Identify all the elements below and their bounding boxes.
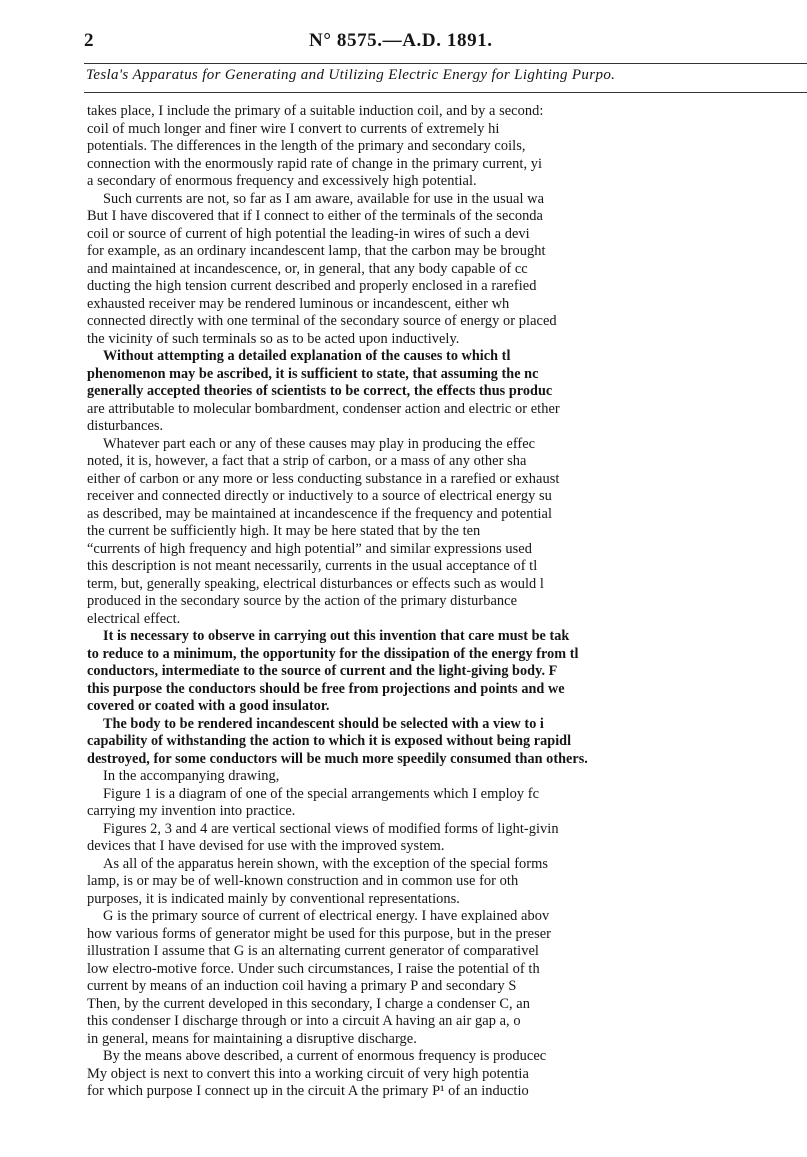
- text-line: as described, may be maintained at incandescence if the frequency and potential: [87, 505, 553, 522]
- text-line: Without attempting a detailed explanation of the causes to which tl: [103, 348, 511, 364]
- text-line: this description is not meant necessarily, currents in the usual acceptance of tl: [87, 558, 538, 574]
- text-line: disturbances.: [87, 418, 164, 434]
- text-line: for example, as an ordinary incandescent lamp, that the carbon may be brought: [87, 243, 546, 259]
- text-line: this purpose the conductors should be free from projections and points and we: [87, 680, 565, 697]
- header-rule-bottom: [84, 92, 807, 93]
- text-line: As all of the apparatus herein shown, with the exception of the special forms: [103, 855, 549, 872]
- text-line: Whatever part each or any of these causes may play in producing the effec: [103, 435, 536, 452]
- text-line: produced in the secondary source by the action of the primary disturbance: [87, 593, 518, 609]
- text-line: a secondary of enormous frequency and excessively high potential.: [87, 173, 477, 189]
- text-line: connection with the enormously rapid rate of change in the primary current, yi: [87, 155, 543, 172]
- text-line: phenomenon may be ascribed, it is sufficient to state, that assuming the nc: [87, 365, 539, 382]
- text-line: exhausted receiver may be rendered luminous or incandescent, either wh: [87, 295, 510, 312]
- text-line: for which purpose I connect up in the circuit A the primary P¹ of an inductio: [87, 1083, 529, 1099]
- text-line: how various forms of generator might be used for this purpose, but in the preser: [87, 925, 551, 942]
- text-line: are attributable to molecular bombardment, condenser action and electric or ether: [87, 400, 560, 417]
- text-line: Figure 1 is a diagram of one of the special arrangements which I employ fc: [103, 785, 540, 802]
- text-line: G is the primary source of current of electrical energy. I have explained abov: [103, 908, 550, 924]
- text-line: The body to be rendered incandescent should be selected with a view to i: [103, 715, 544, 732]
- text-line: coil of much longer and finer wire I convert to currents of extremely hi: [87, 120, 500, 137]
- text-line: illustration I assume that G is an alternating current generator of comparativel: [87, 943, 539, 959]
- text-line: either of carbon or any more or less conducting substance in a rarefied or exhaust: [87, 470, 560, 487]
- text-line: to reduce to a minimum, the opportunity for the dissipation of the energy from tl: [87, 645, 579, 662]
- text-line: capability of withstanding the action to which it is exposed without being rapidl: [87, 733, 572, 749]
- text-line: receiver and connected directly or inductively to a source of electrical energy su: [87, 488, 552, 504]
- text-line: purposes, it is indicated mainly by conventional representations.: [87, 890, 460, 907]
- header-rule-top: [84, 63, 807, 64]
- text-line: My object is next to convert this into a working circuit of very high potentia: [87, 1065, 529, 1082]
- page-number: 2: [84, 30, 94, 51]
- running-title: Tesla's Apparatus for Generating and Utilizing Electric Energy for Lighting Purpo.: [86, 67, 616, 83]
- text-line: devices that I have devised for use with the improved system.: [87, 838, 445, 854]
- text-line: electrical effect.: [87, 610, 181, 627]
- text-line: By the means above described, a current of enormous frequency is producec: [103, 1048, 547, 1064]
- text-line: conductors, intermediate to the source of current and the light-giving body. F: [87, 663, 558, 679]
- text-line: covered or coated with a good insulator.: [87, 698, 330, 714]
- text-line: destroyed, for some conductors will be much more speedily consumed than others.: [87, 750, 588, 767]
- text-line: potentials. The differences in the length of the primary and secondary coils,: [87, 138, 526, 154]
- text-line: Such currents are not, so far as I am aware, available for use in the usual wa: [103, 190, 545, 207]
- text-line: noted, it is, however, a fact that a strip of carbon, or a mass of any other sha: [87, 453, 527, 469]
- text-line: low electro-motive force. Under such circumstances, I raise the potential of th: [87, 960, 540, 977]
- text-line: carrying my invention into practice.: [87, 803, 296, 819]
- text-line: and maintained at incandescence, or, in general, that any body capable of cc: [87, 260, 528, 277]
- text-line: the vicinity of such terminals so as to be acted upon inductively.: [87, 330, 460, 347]
- text-line: “currents of high frequency and high potential” and similar expressions used: [87, 540, 532, 557]
- text-line: term, but, generally speaking, electrical disturbances or effects such as would l: [87, 575, 544, 592]
- text-line: takes place, I include the primary of a suitable induction coil, and by a second:: [87, 103, 544, 119]
- body-text: [87, 103, 807, 1101]
- text-line: this condenser I discharge through or into a circuit A having an air gap a, o: [87, 1013, 521, 1029]
- text-line: ducting the high tension current described and properly enclosed in a rarefied: [87, 278, 537, 294]
- text-line: In the accompanying drawing,: [103, 768, 280, 784]
- text-line: lamp, is or may be of well-known construction and in common use for oth: [87, 873, 519, 889]
- patent-number: N° 8575.—A.D. 1891.: [309, 30, 493, 51]
- text-line: connected directly with one terminal of the secondary source of energy or placed: [87, 313, 557, 329]
- text-line: in general, means for maintaining a disruptive discharge.: [87, 1030, 417, 1047]
- text-line: It is necessary to observe in carrying out this invention that care must be tak: [103, 628, 570, 644]
- text-line: But I have discovered that if I connect to either of the terminals of the seconda: [87, 208, 543, 224]
- text-line: the current be sufficiently high. It may be here stated that by the ten: [87, 523, 481, 539]
- text-line: generally accepted theories of scientists to be correct, the effects thus produc: [87, 383, 553, 399]
- text-line: current by means of an induction coil having a primary P and secondary S: [87, 978, 517, 994]
- text-line: Then, by the current developed in this secondary, I charge a condenser C, an: [87, 995, 530, 1012]
- text-line: coil or source of current of high potential the leading-in wires of such a devi: [87, 225, 530, 242]
- text-line: Figures 2, 3 and 4 are vertical sectional views of modified forms of light-givin: [103, 820, 559, 837]
